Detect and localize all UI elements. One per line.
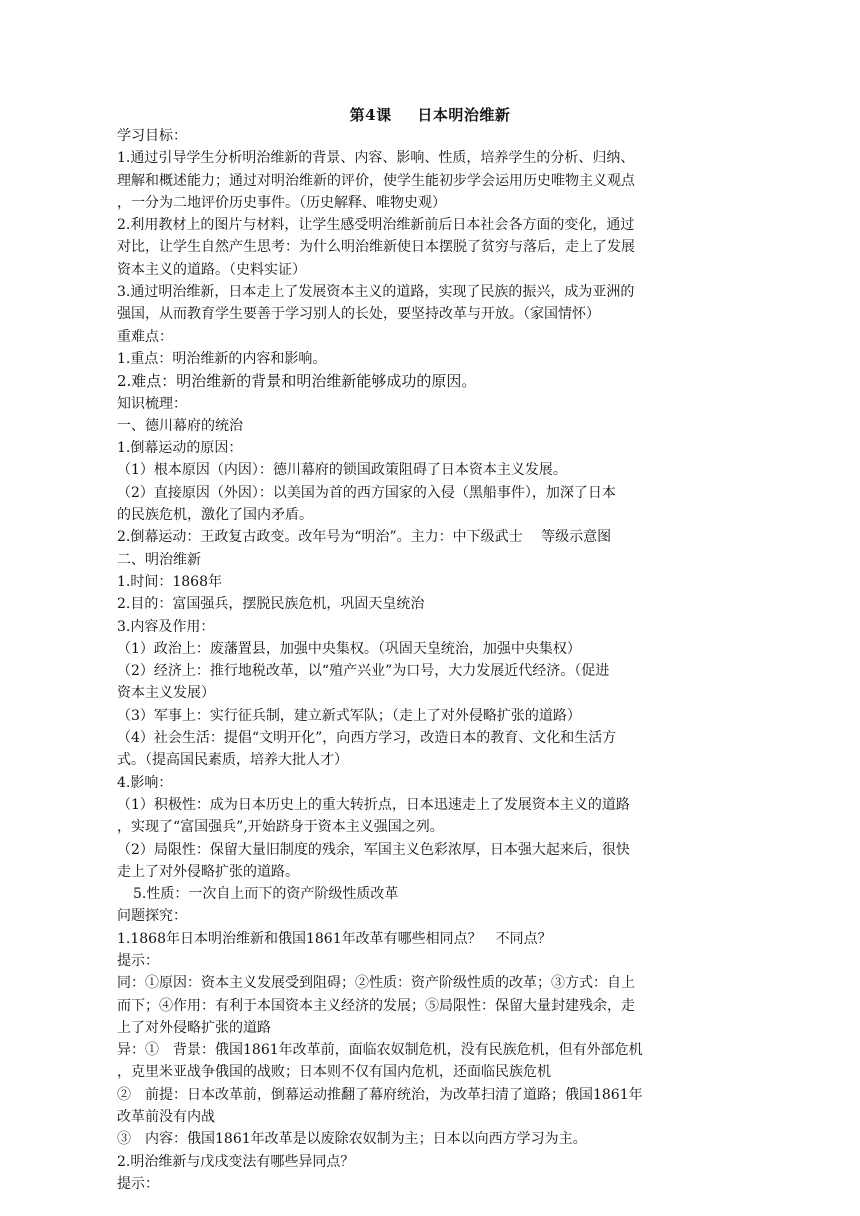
- text-line: （4）社会生活：提倡“文明开化”，向西方学习，改造日本的教育、文化和生活方: [117, 730, 617, 747]
- text-line: 改革前没有内战: [117, 1109, 215, 1126]
- text-line: 的民族危机，激化了国内矛盾。: [117, 507, 313, 524]
- text-line: 资本主义的道路。（史料实证）: [117, 261, 306, 278]
- text-line: ② 前提：日本改革前，倒幕运动推翻了幕府统治，为改革扫清了道路；俄国1861年: [117, 1086, 643, 1103]
- text-line: 5.性质：一次自上而下的资产阶级性质改革: [133, 886, 399, 903]
- text-line: 对比，让学生自然产生思考：为什么明治维新使日本摆脱了贫穷与落后，走上了发展: [117, 239, 635, 256]
- text-line: 2.目的：富国强兵，摆脱民族危机，巩固天皇统治: [117, 596, 425, 613]
- text-line: 知识梳理：: [117, 395, 187, 412]
- text-line: 同：①原因：资本主义发展受到阻碍；②性质：资产阶级性质的改革；③方式：自上: [117, 975, 635, 992]
- text-line: 1.1868年日本明治维新和俄国1861年改革有哪些相同点？ 不同点？: [117, 930, 552, 947]
- text-line: 学习目标：: [117, 128, 187, 144]
- text-line: 资本主义发展）: [117, 685, 215, 702]
- lesson-number: 第4课: [349, 106, 392, 124]
- text-line: 式。（提高国民素质，培养大批人才）: [117, 752, 348, 769]
- text-line: 提示：: [117, 952, 159, 969]
- text-line: ③ 内容：俄国1861年改革是以废除农奴制为主；日本以向西方学习为主。: [117, 1131, 587, 1148]
- text-line: 异：① 背景：俄国1861年改革前，面临农奴制危机，没有民族危机，但有外部危机: [117, 1042, 643, 1059]
- text-line: 一、德川幕府的统治: [117, 417, 243, 434]
- text-line: ，一分为二地评价历史事件。（历史解释、唯物史观）: [117, 194, 446, 211]
- text-line: 重难点：: [117, 328, 173, 345]
- text-line: （1）根本原因（内因）：德川幕府的锁国政策阻碍了日本资本主义发展。: [117, 462, 567, 479]
- text-line: 1.时间：1868年: [117, 573, 222, 590]
- text-line: 问题探究：: [117, 908, 187, 925]
- text-line: ，克里米亚战争俄国的战败；日本则不仅有国内危机，还面临民族危机: [117, 1064, 551, 1081]
- text-line: 理解和概述能力；通过对明治维新的评价，使学生能初步学会运用历史唯物主义观点: [117, 172, 635, 189]
- text-line: 提示：: [117, 1175, 159, 1192]
- text-line: 2.倒幕运动：王政复古政变。改年号为“明治”。主力：中下级武士 等级示意图: [117, 529, 612, 546]
- text-line: 2.明治维新与戊戌变法有哪些异同点？: [117, 1153, 355, 1170]
- text-line: 1.倒幕运动的原因：: [117, 440, 243, 457]
- text-line: 4.影响：: [117, 774, 173, 791]
- text-line: 2.利用教材上的图片与材料，让学生感受明治维新前后日本社会各方面的变化，通过: [117, 217, 635, 234]
- text-line: 1.通过引导学生分析明治维新的背景、内容、影响、性质，培养学生的分析、归纳、: [117, 150, 635, 167]
- document-body: [117, 125, 747, 1195]
- text-line: 3.通过明治维新，日本走上了发展资本主义的道路，实现了民族的振兴，成为亚洲的: [117, 284, 635, 301]
- text-line: （2）直接原因（外因）：以美国为首的西方国家的入侵（黑船事件），加深了日本: [117, 484, 616, 501]
- text-line: ，实现了“富国强兵”,开始跻身于资本主义强国之列。: [117, 819, 444, 836]
- text-line: 上了对外侵略扩张的道路: [117, 1019, 271, 1036]
- text-line: （1）积极性：成为日本历史上的重大转折点，日本迅速走上了发展资本主义的道路: [117, 796, 630, 813]
- text-line: （2）局限性：保留大量旧制度的残余，军国主义色彩浓厚，日本强大起来后，很快: [117, 841, 630, 858]
- text-line: 1.重点：明治维新的内容和影响。: [117, 350, 327, 367]
- text-line: （3）军事上：实行征兵制，建立新式军队；（走上了对外侵略扩张的道路）: [117, 707, 581, 724]
- text-line: 而下；④作用：有利于本国资本主义经济的发展；⑤局限性：保留大量封建残余，走: [117, 997, 635, 1014]
- text-line: 二、明治维新: [117, 551, 201, 568]
- text-line: （2）经济上：推行地税改革，以“殖产兴业”为口号，大力发展近代经济。（促进: [117, 663, 610, 680]
- text-line: 强国，从而教育学生要善于学习别人的长处，要坚持改革与开放。（家国情怀）: [117, 306, 600, 323]
- text-line: 走上了对外侵略扩张的道路。: [117, 863, 299, 880]
- lesson-name: 日本明治维新: [417, 106, 511, 124]
- text-line: 3.内容及作用：: [117, 618, 215, 635]
- text-line: （1）政治上：废藩置县，加强中央集权。（巩固天皇统治，加强中央集权）: [117, 640, 581, 657]
- lesson-title: [0, 104, 860, 125]
- text-line: 2.难点：明治维新的背景和明治维新能够成功的原因。: [117, 372, 477, 391]
